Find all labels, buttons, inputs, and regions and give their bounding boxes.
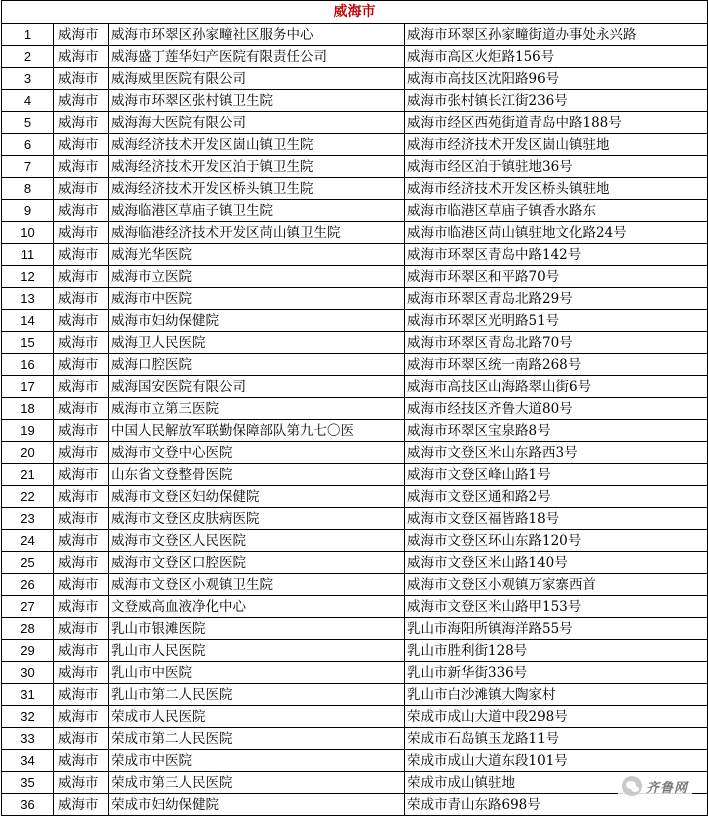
row-hospital-name: 荣成市中医院 [109, 750, 405, 772]
row-address: 威海市环翠区统一南路268号 [405, 354, 708, 376]
row-number: 2 [2, 46, 54, 68]
row-number: 21 [2, 464, 54, 486]
row-city: 威海市 [54, 332, 109, 354]
row-address: 威海市经济技术开发区桥头镇驻地 [405, 178, 708, 200]
row-address: 荣成市成山大道东段101号 [405, 750, 708, 772]
row-hospital-name: 威海市文登中心医院 [109, 442, 405, 464]
row-number: 27 [2, 596, 54, 618]
row-address: 威海市高技区沈阳路96号 [405, 68, 708, 90]
row-city: 威海市 [54, 68, 109, 90]
row-address: 乳山市新华街336号 [405, 662, 708, 684]
row-hospital-name: 荣成市第三人民医院 [109, 772, 405, 794]
row-city: 威海市 [54, 552, 109, 574]
table-row [2, 112, 708, 134]
row-hospital-name: 威海市环翠区张村镇卫生院 [109, 90, 405, 112]
row-number: 33 [2, 728, 54, 750]
row-number: 19 [2, 420, 54, 442]
table-row [2, 354, 708, 376]
row-city: 威海市 [54, 200, 109, 222]
row-number: 28 [2, 618, 54, 640]
row-address: 威海市高技区山海路翠山街6号 [405, 376, 708, 398]
row-hospital-name: 威海市文登区人民医院 [109, 530, 405, 552]
row-city: 威海市 [54, 288, 109, 310]
row-hospital-name: 荣成市妇幼保健院 [109, 794, 405, 816]
row-number: 13 [2, 288, 54, 310]
table-row [2, 376, 708, 398]
row-address: 威海市文登区环山东路120号 [405, 530, 708, 552]
row-number: 36 [2, 794, 54, 816]
row-hospital-name: 山东省文登整骨医院 [109, 464, 405, 486]
table-row [2, 134, 708, 156]
row-number: 17 [2, 376, 54, 398]
row-number: 14 [2, 310, 54, 332]
row-address: 威海市文登区米山东路西3号 [405, 442, 708, 464]
row-city: 威海市 [54, 112, 109, 134]
table-row [2, 332, 708, 354]
row-city: 威海市 [54, 640, 109, 662]
table-row [2, 200, 708, 222]
row-city: 威海市 [54, 244, 109, 266]
row-number: 22 [2, 486, 54, 508]
row-address: 威海市文登区峰山路1号 [405, 464, 708, 486]
row-address: 威海市环翠区青岛北路29号 [405, 288, 708, 310]
table-row [2, 178, 708, 200]
row-number: 12 [2, 266, 54, 288]
table-row [2, 310, 708, 332]
row-hospital-name: 威海经济技术开发区泊于镇卫生院 [109, 156, 405, 178]
row-city: 威海市 [54, 420, 109, 442]
row-city: 威海市 [54, 794, 109, 816]
wechat-logo-icon [622, 776, 642, 796]
row-address: 荣成市石岛镇玉龙路11号 [405, 728, 708, 750]
row-city: 威海市 [54, 574, 109, 596]
row-number: 30 [2, 662, 54, 684]
table-row [2, 530, 708, 552]
row-hospital-name: 荣成市人民医院 [109, 706, 405, 728]
row-number: 20 [2, 442, 54, 464]
row-hospital-name: 威海市立第三医院 [109, 398, 405, 420]
row-city: 威海市 [54, 178, 109, 200]
row-number: 6 [2, 134, 54, 156]
table-row [2, 288, 708, 310]
watermark-text: 齐鲁网 [645, 780, 688, 796]
table-row [2, 640, 708, 662]
hospital-table [1, 0, 708, 816]
row-city: 威海市 [54, 46, 109, 68]
row-address: 荣成市青山东路698号 [405, 794, 708, 816]
row-city: 威海市 [54, 398, 109, 420]
table-row [2, 508, 708, 530]
table-row [2, 244, 708, 266]
row-address: 威海市经技区齐鲁大道80号 [405, 398, 708, 420]
row-hospital-name: 威海市文登区妇幼保健院 [109, 486, 405, 508]
row-number: 10 [2, 222, 54, 244]
table-row [2, 662, 708, 684]
table-title: 威海市 [2, 1, 708, 24]
row-hospital-name: 威海市文登区口腔医院 [109, 552, 405, 574]
row-city: 威海市 [54, 222, 109, 244]
table-row [2, 618, 708, 640]
table-body [2, 24, 708, 816]
table-row [2, 46, 708, 68]
row-number: 11 [2, 244, 54, 266]
row-address: 威海市文登区通和路2号 [405, 486, 708, 508]
row-address: 威海市文登区米山路甲153号 [405, 596, 708, 618]
table-row [2, 728, 708, 750]
row-number: 5 [2, 112, 54, 134]
row-city: 威海市 [54, 464, 109, 486]
row-address: 威海市临港区苘山镇驻地文化路24号 [405, 222, 708, 244]
row-address: 威海市经区西苑街道青岛中路188号 [405, 112, 708, 134]
table-row [2, 684, 708, 706]
row-city: 威海市 [54, 530, 109, 552]
row-city: 威海市 [54, 266, 109, 288]
row-city: 威海市 [54, 310, 109, 332]
row-city: 威海市 [54, 354, 109, 376]
table-row [2, 574, 708, 596]
row-address: 荣成市成山大道中段298号 [405, 706, 708, 728]
row-city: 威海市 [54, 772, 109, 794]
row-hospital-name: 威海市妇幼保健院 [109, 310, 405, 332]
row-address: 威海市文登区米山路140号 [405, 552, 708, 574]
row-address: 乳山市白沙滩镇大陶家村 [405, 684, 708, 706]
row-hospital-name: 威海市文登区小观镇卫生院 [109, 574, 405, 596]
row-number: 25 [2, 552, 54, 574]
row-address: 威海市临港区草庙子镇香水路东 [405, 200, 708, 222]
row-hospital-name: 乳山市中医院 [109, 662, 405, 684]
row-number: 26 [2, 574, 54, 596]
row-address: 荣成市成山镇驻地 [405, 772, 708, 794]
row-city: 威海市 [54, 24, 109, 46]
table-row [2, 24, 708, 46]
row-number: 3 [2, 68, 54, 90]
row-number: 7 [2, 156, 54, 178]
row-number: 1 [2, 24, 54, 46]
row-number: 24 [2, 530, 54, 552]
table-row [2, 464, 708, 486]
row-hospital-name: 威海临港区草庙子镇卫生院 [109, 200, 405, 222]
table-row [2, 706, 708, 728]
watermark [618, 775, 692, 797]
row-number: 32 [2, 706, 54, 728]
table-row [2, 222, 708, 244]
row-number: 29 [2, 640, 54, 662]
row-address: 威海市环翠区青岛北路70号 [405, 332, 708, 354]
row-address: 威海市环翠区光明路51号 [405, 310, 708, 332]
row-city: 威海市 [54, 618, 109, 640]
row-number: 18 [2, 398, 54, 420]
row-address: 威海市环翠区宝泉路8号 [405, 420, 708, 442]
table-header-row [2, 1, 708, 24]
row-number: 16 [2, 354, 54, 376]
row-hospital-name: 威海市立医院 [109, 266, 405, 288]
table-row [2, 552, 708, 574]
row-address: 威海市高区火炬路156号 [405, 46, 708, 68]
row-address: 乳山市海阳所镇海洋路55号 [405, 618, 708, 640]
row-hospital-name: 荣成市第二人民医院 [109, 728, 405, 750]
table-row [2, 596, 708, 618]
table-row [2, 90, 708, 112]
row-city: 威海市 [54, 442, 109, 464]
row-city: 威海市 [54, 486, 109, 508]
row-hospital-name: 威海盛丁莲华妇产医院有限责任公司 [109, 46, 405, 68]
row-number: 4 [2, 90, 54, 112]
row-address: 威海市经区泊于镇驻地36号 [405, 156, 708, 178]
row-hospital-name: 乳山市银滩医院 [109, 618, 405, 640]
row-address: 威海市环翠区青岛中路142号 [405, 244, 708, 266]
row-number: 35 [2, 772, 54, 794]
table-row [2, 266, 708, 288]
row-number: 9 [2, 200, 54, 222]
table-row [2, 68, 708, 90]
row-hospital-name: 乳山市人民医院 [109, 640, 405, 662]
row-hospital-name: 文登威高血液净化中心 [109, 596, 405, 618]
row-city: 威海市 [54, 508, 109, 530]
row-hospital-name: 威海市环翠区孙家疃社区服务中心 [109, 24, 405, 46]
table-row [2, 772, 708, 794]
row-number: 15 [2, 332, 54, 354]
row-number: 34 [2, 750, 54, 772]
row-hospital-name: 威海光华医院 [109, 244, 405, 266]
table-row [2, 442, 708, 464]
row-hospital-name: 威海市文登区皮肤病医院 [109, 508, 405, 530]
table-row [2, 420, 708, 442]
row-hospital-name: 威海临港经济技术开发区苘山镇卫生院 [109, 222, 405, 244]
row-hospital-name: 威海国安医院有限公司 [109, 376, 405, 398]
table-row [2, 750, 708, 772]
row-city: 威海市 [54, 596, 109, 618]
row-number: 31 [2, 684, 54, 706]
row-city: 威海市 [54, 156, 109, 178]
row-hospital-name: 乳山市第二人民医院 [109, 684, 405, 706]
table-row [2, 156, 708, 178]
row-city: 威海市 [54, 684, 109, 706]
row-address: 威海市经济技术开发区崮山镇驻地 [405, 134, 708, 156]
row-hospital-name: 中国人民解放军联勤保障部队第九七〇医 [109, 420, 405, 442]
row-hospital-name: 威海卫人民医院 [109, 332, 405, 354]
row-city: 威海市 [54, 750, 109, 772]
row-city: 威海市 [54, 706, 109, 728]
row-address: 威海市文登区小观镇万家寨西首 [405, 574, 708, 596]
table-row [2, 794, 708, 816]
row-hospital-name: 威海市中医院 [109, 288, 405, 310]
row-address: 威海市环翠区和平路70号 [405, 266, 708, 288]
row-hospital-name: 威海经济技术开发区崮山镇卫生院 [109, 134, 405, 156]
row-address: 乳山市胜利街128号 [405, 640, 708, 662]
row-number: 23 [2, 508, 54, 530]
row-city: 威海市 [54, 662, 109, 684]
row-city: 威海市 [54, 90, 109, 112]
row-hospital-name: 威海口腔医院 [109, 354, 405, 376]
row-hospital-name: 威海威里医院有限公司 [109, 68, 405, 90]
row-address: 威海市文登区福皆路18号 [405, 508, 708, 530]
row-address: 威海市环翠区孙家疃街道办事处永兴路 [405, 24, 708, 46]
row-city: 威海市 [54, 134, 109, 156]
table-row [2, 486, 708, 508]
row-hospital-name: 威海经济技术开发区桥头镇卫生院 [109, 178, 405, 200]
row-city: 威海市 [54, 728, 109, 750]
table-row [2, 398, 708, 420]
row-address: 威海市张村镇长江街236号 [405, 90, 708, 112]
row-number: 8 [2, 178, 54, 200]
row-hospital-name: 威海海大医院有限公司 [109, 112, 405, 134]
row-city: 威海市 [54, 376, 109, 398]
